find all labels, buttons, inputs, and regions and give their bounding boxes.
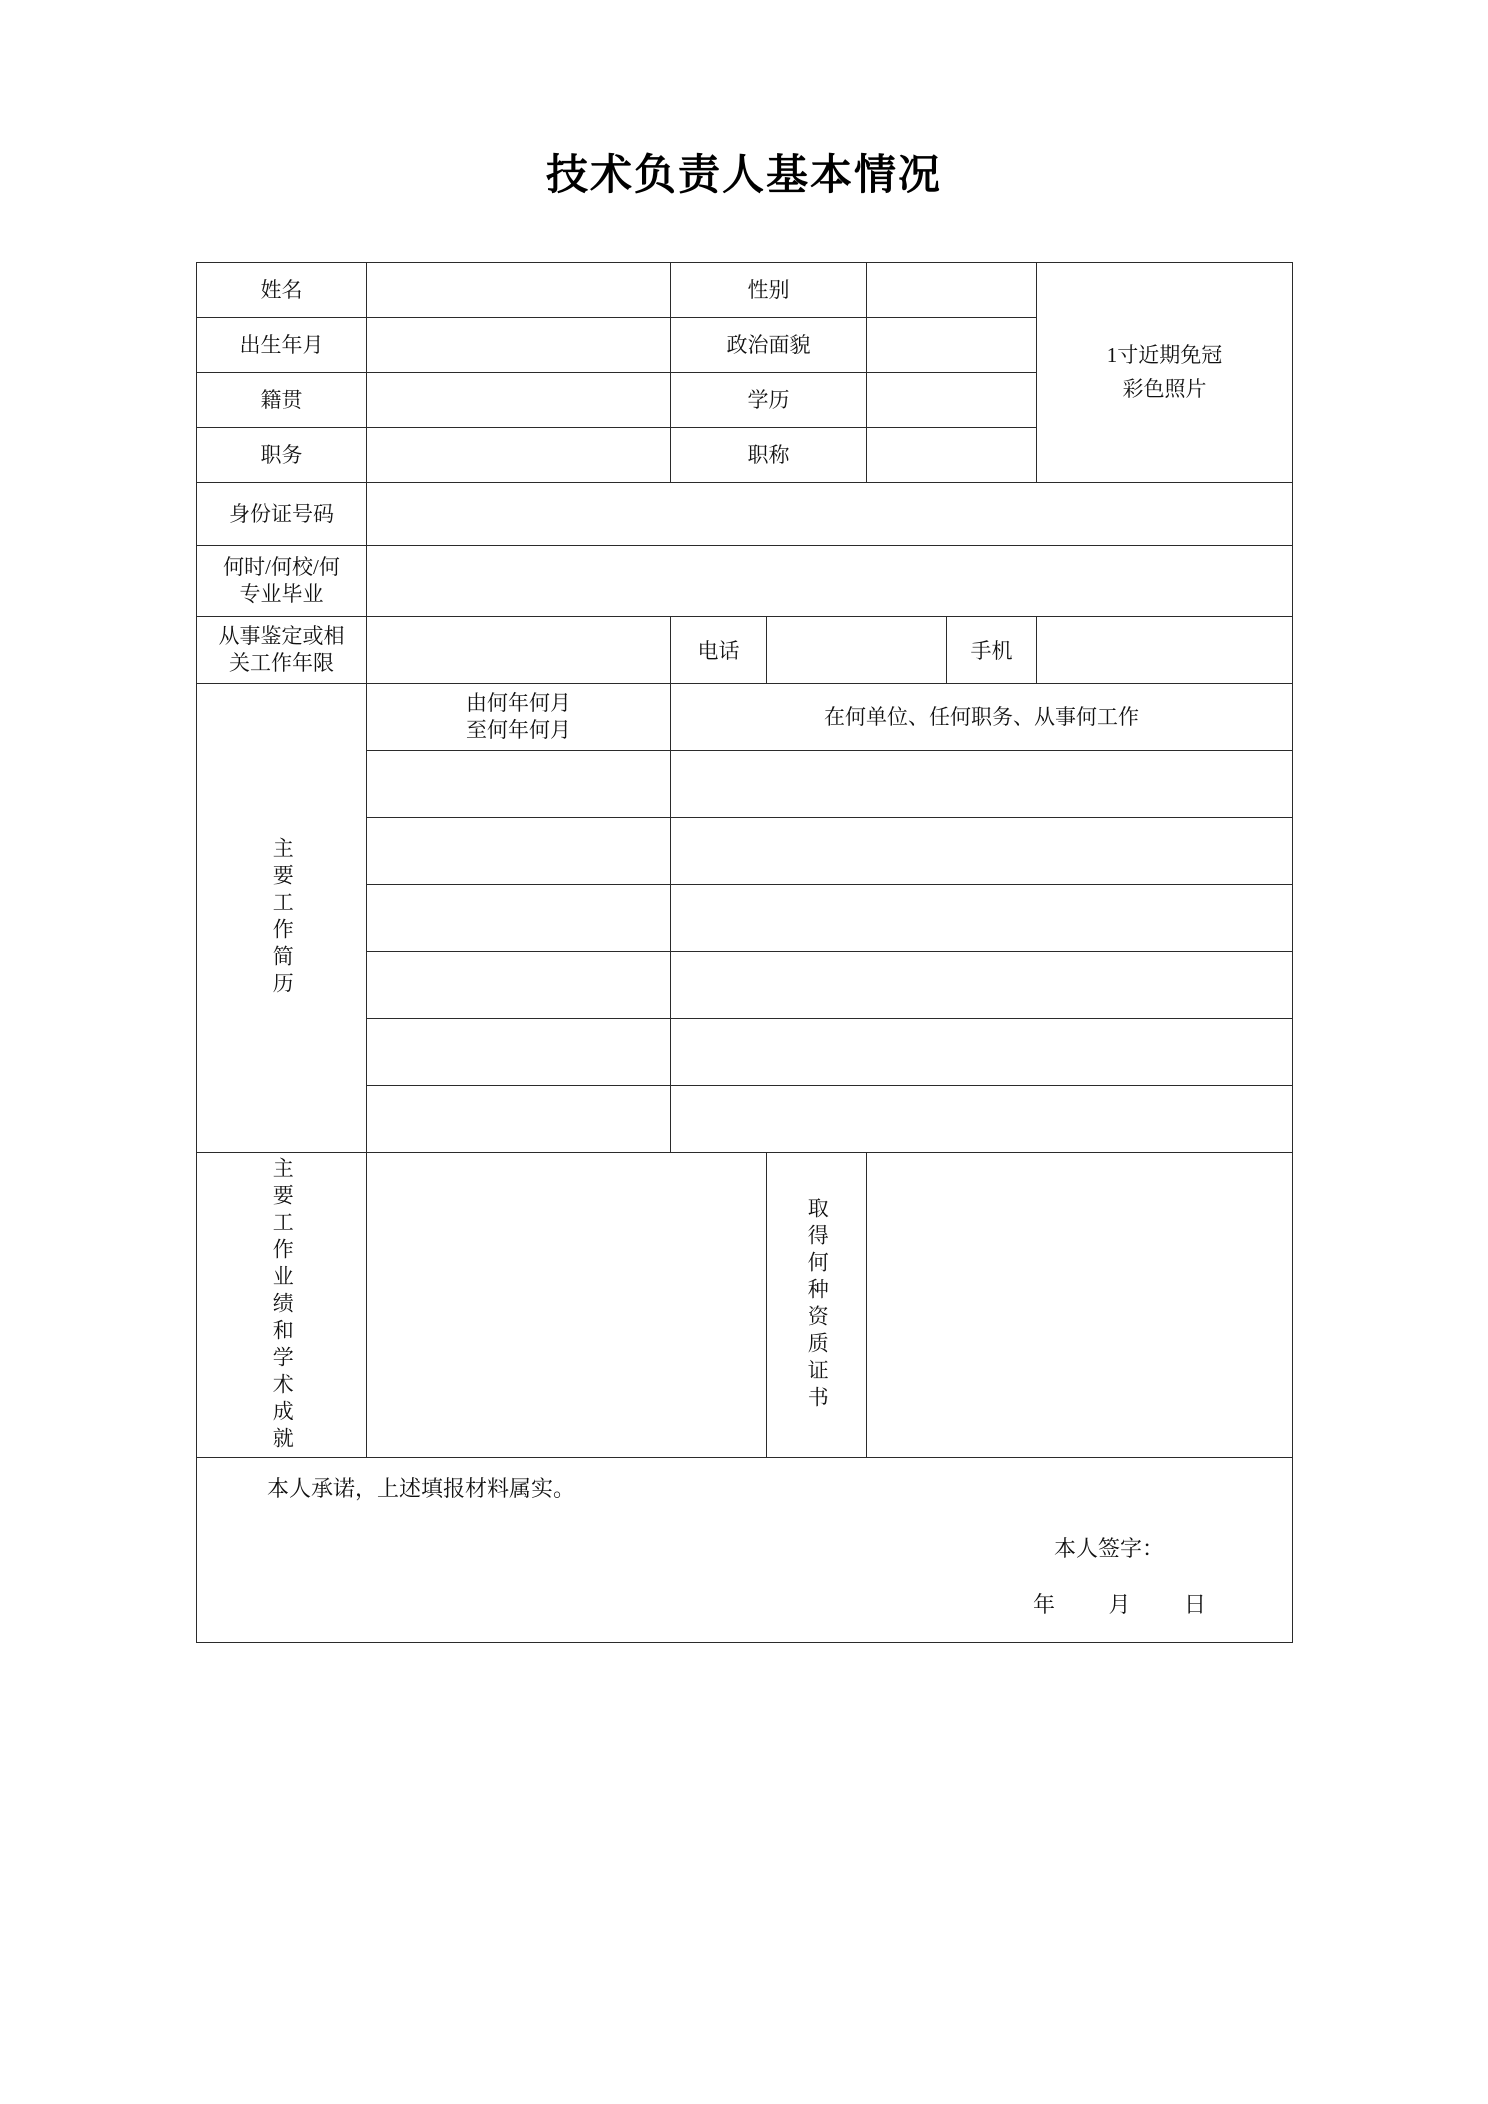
photo-line-2: 彩色照片 [1122, 376, 1207, 401]
name-value[interactable] [367, 263, 671, 318]
resume-detail-3[interactable] [671, 885, 1293, 952]
resume-period-6[interactable] [367, 1086, 671, 1153]
gender-label: 性别 [671, 263, 867, 318]
commitment-text: 本人承诺，上述填报材料属实。 [267, 1476, 576, 1501]
achievements-label [197, 1153, 367, 1458]
phone-label: 电话 [671, 617, 767, 684]
table-row [197, 617, 1293, 684]
phone-value[interactable] [767, 617, 947, 684]
resume-detail-2[interactable] [671, 818, 1293, 885]
signature-label[interactable]: 本人签字： [1053, 1536, 1164, 1561]
birth-label: 出生年月 [197, 318, 367, 373]
political-label: 政治面貌 [671, 318, 867, 373]
photo-placeholder[interactable] [1037, 263, 1293, 483]
resume-period-2[interactable] [367, 818, 671, 885]
resume-period-header [367, 684, 671, 751]
resume-period-header-line-1: 由何年何月 [466, 690, 571, 715]
native-label: 籍贯 [197, 373, 367, 428]
page-title: 技术负责人基本情况 [545, 151, 942, 198]
table-row [197, 1458, 1293, 1643]
resume-section-label [197, 684, 367, 1153]
certificate-value[interactable] [867, 1153, 1293, 1458]
resume-detail-1[interactable] [671, 751, 1293, 818]
photo-line-1: 1寸近期免冠 [1106, 342, 1223, 367]
graduation-label-line-2: 专业毕业 [239, 582, 324, 606]
duty-label: 职务 [197, 428, 367, 483]
mobile-label: 手机 [947, 617, 1037, 684]
job-title-value[interactable] [867, 428, 1037, 483]
resume-detail-4[interactable] [671, 952, 1293, 1019]
table-row [197, 263, 1293, 318]
resume-period-1[interactable] [367, 751, 671, 818]
table-row [197, 546, 1293, 617]
education-label: 学历 [671, 373, 867, 428]
job-title-label: 职称 [671, 428, 867, 483]
id-label: 身份证号码 [197, 483, 367, 546]
years-value[interactable] [367, 617, 671, 684]
id-value[interactable] [367, 483, 1293, 546]
graduation-value[interactable] [367, 546, 1293, 617]
years-label-line-1: 从事鉴定或相 [218, 623, 345, 648]
native-value[interactable] [367, 373, 671, 428]
achievements-value[interactable] [367, 1153, 767, 1458]
political-value[interactable] [867, 318, 1037, 373]
education-value[interactable] [867, 373, 1037, 428]
resume-section-label-text: 主要工作简历 [270, 837, 295, 999]
date-label[interactable]: 年 月 日 [1032, 1592, 1230, 1617]
graduation-label [197, 546, 367, 617]
basic-info-form [196, 262, 1293, 1643]
gender-value[interactable] [867, 263, 1037, 318]
resume-period-3[interactable] [367, 885, 671, 952]
certificate-label-text: 取得何种资质证书 [805, 1197, 830, 1413]
resume-period-4[interactable] [367, 952, 671, 1019]
table-row [197, 483, 1293, 546]
table-row [197, 1153, 1293, 1458]
resume-detail-6[interactable] [671, 1086, 1293, 1153]
graduation-label-line-1: 何时/何校/何 [223, 554, 340, 579]
resume-detail-5[interactable] [671, 1019, 1293, 1086]
resume-detail-header: 在何单位、任何职务、从事何工作 [671, 684, 1293, 751]
achievements-label-text: 主要工作业绩和学术成就 [270, 1156, 295, 1454]
resume-period-5[interactable] [367, 1019, 671, 1086]
name-label: 姓名 [197, 263, 367, 318]
mobile-value[interactable] [1037, 617, 1293, 684]
birth-value[interactable] [367, 318, 671, 373]
years-label [197, 617, 367, 684]
resume-period-header-line-2: 至何年何月 [466, 718, 571, 742]
years-label-line-2: 关工作年限 [229, 651, 334, 675]
commitment-block [197, 1458, 1293, 1643]
certificate-label [767, 1153, 867, 1458]
duty-value[interactable] [367, 428, 671, 483]
table-row [197, 684, 1293, 751]
